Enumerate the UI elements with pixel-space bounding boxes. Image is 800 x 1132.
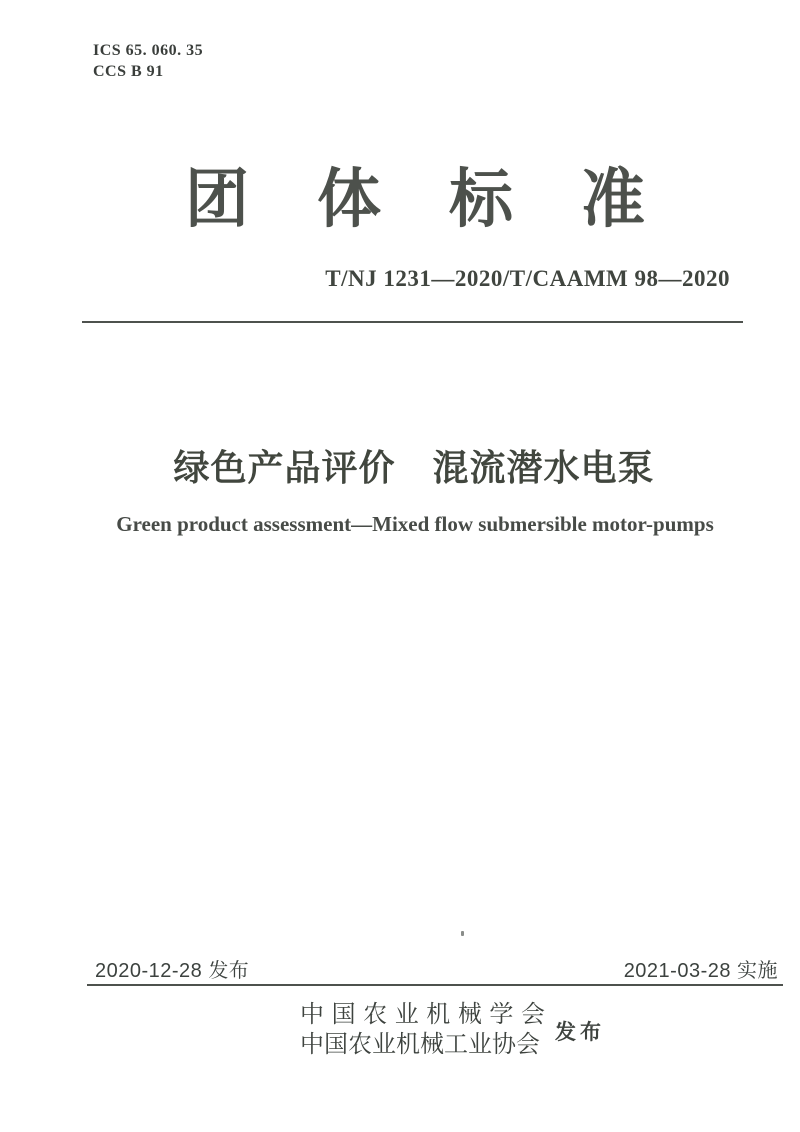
scan-artifact (461, 931, 464, 936)
title-chinese: 绿色产品评价 混流潜水电泵 (173, 447, 655, 488)
classification-codes (93, 40, 203, 82)
title-english: Green product assessment—Mixed flow submersible motor-pumps (116, 512, 714, 536)
publisher-names (300, 1000, 545, 1060)
issue-date-line (95, 954, 249, 983)
implementation-date: 2021-03-28 (623, 960, 731, 982)
footer-rule (87, 984, 783, 986)
issue-date-label: 发布 (208, 960, 250, 982)
ics-code: ICS 65. 060. 35 (93, 42, 204, 59)
doc-type-char: 准 (581, 163, 645, 235)
header-rule (82, 321, 743, 323)
publisher-society: 中国农业机械学会 (300, 1002, 545, 1028)
publisher-block (300, 1000, 605, 1060)
doc-type-char: 标 (449, 163, 513, 235)
doc-type-char: 体 (317, 163, 381, 235)
doc-type-title (0, 148, 800, 240)
issue-date: 2020-12-28 (95, 960, 203, 982)
standard-number: T/NJ 1231—2020/T/CAAMM 98—2020 (325, 266, 730, 291)
publish-action-label: 发布 (555, 1021, 605, 1044)
implementation-date-line (624, 954, 778, 983)
implementation-date-label: 实施 (737, 960, 778, 982)
ccs-code: CCS B 91 (93, 63, 164, 80)
doc-type-char: 团 (185, 163, 249, 235)
publisher-association: 中国农业机械工业协会 (300, 1032, 540, 1058)
